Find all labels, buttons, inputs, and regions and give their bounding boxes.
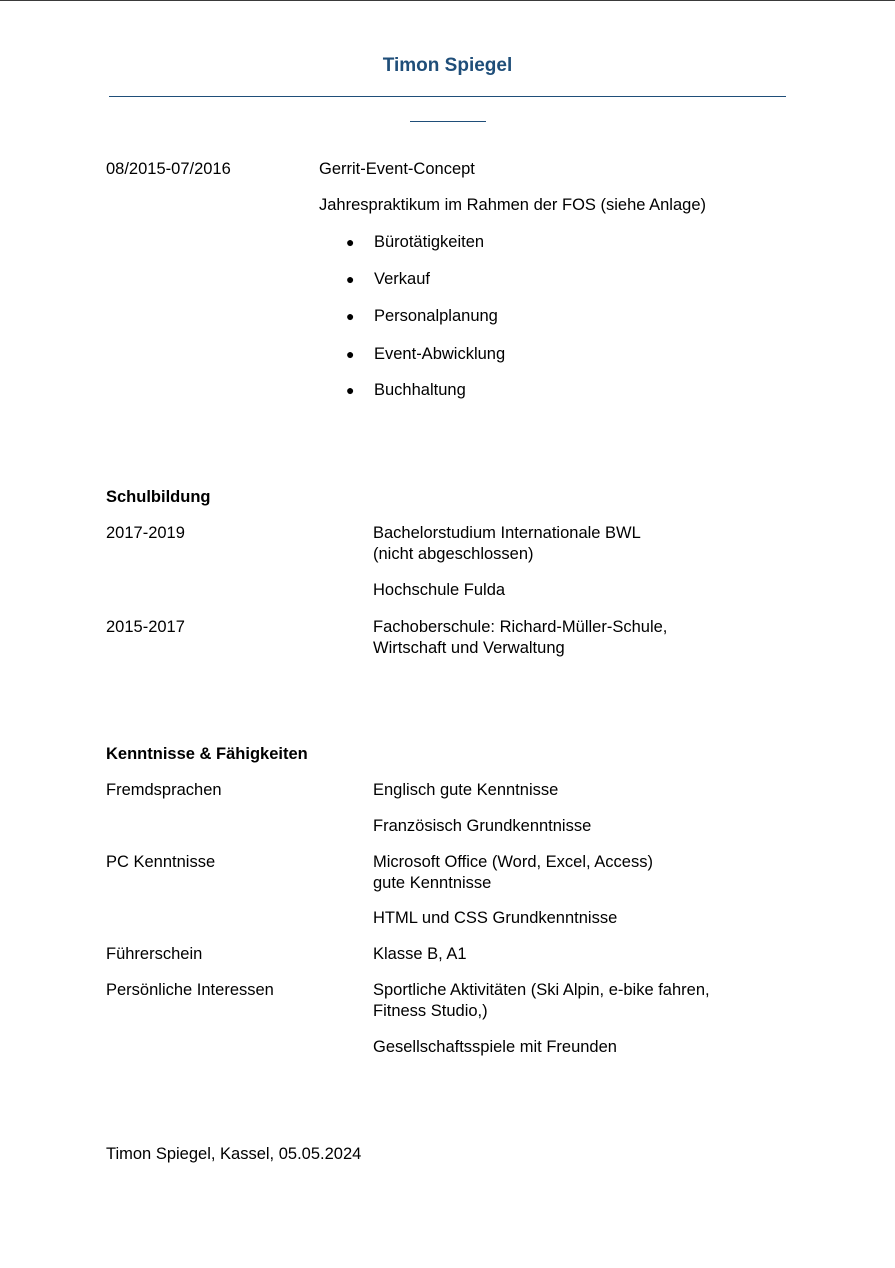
experience-date: 08/2015-07/2016	[106, 160, 231, 178]
bullet-icon: ●	[346, 382, 355, 398]
education-line: Bachelorstudium Internationale BWL	[373, 524, 641, 542]
education-line: Fachoberschule: Richard-Müller-Schule,	[373, 618, 668, 636]
page-top-border	[0, 0, 895, 1]
education-heading: Schulbildung	[106, 488, 211, 506]
skills-value: Fitness Studio,)	[373, 1002, 488, 1020]
skills-label: Fremdsprachen	[106, 781, 222, 799]
skills-label: Persönliche Interessen	[106, 981, 274, 999]
list-item-label: Personalplanung	[374, 307, 498, 325]
education-date: 2015-2017	[106, 618, 185, 636]
experience-company: Gerrit-Event-Concept	[319, 160, 475, 178]
bullet-icon: ●	[346, 308, 355, 324]
bullet-icon: ●	[346, 346, 355, 362]
skills-heading: Kenntnisse & Fähigkeiten	[106, 745, 308, 763]
skills-value: Gesellschaftsspiele mit Freunden	[373, 1038, 617, 1056]
skills-label: Führerschein	[106, 945, 203, 963]
skills-value: gute Kenntnisse	[373, 874, 492, 892]
skills-value: Sportliche Aktivitäten (Ski Alpin, e-bike fahren,	[373, 981, 710, 999]
skills-label: PC Kenntnisse	[106, 853, 216, 871]
list-item	[346, 232, 484, 253]
page-title: Timon Spiegel	[382, 55, 513, 76]
list-item	[346, 344, 505, 365]
skills-value: Klasse B, A1	[373, 945, 467, 963]
education-line: Hochschule Fulda	[373, 581, 506, 599]
education-line: (nicht abgeschlossen)	[373, 545, 534, 563]
list-item-label: Buchhaltung	[374, 381, 466, 399]
header-rule	[109, 96, 786, 97]
list-item	[346, 269, 430, 290]
list-item-label: Event-Abwicklung	[374, 345, 506, 363]
skills-value: Französisch Grundkenntnisse	[373, 817, 592, 835]
signature-line: Timon Spiegel, Kassel, 05.05.2024	[106, 1145, 362, 1163]
list-item-label: Bürotätigkeiten	[374, 233, 485, 251]
education-line: Wirtschaft und Verwaltung	[373, 639, 565, 657]
experience-description: Jahrespraktikum im Rahmen der FOS (siehe Anlage)	[319, 196, 706, 214]
list-item	[346, 380, 466, 401]
skills-value: HTML und CSS Grundkenntnisse	[373, 909, 618, 927]
list-item	[346, 306, 498, 327]
skills-value: Microsoft Office (Word, Excel, Access)	[373, 853, 653, 871]
bullet-icon: ●	[346, 234, 355, 250]
education-date: 2017-2019	[106, 524, 185, 542]
header-rule-continuation	[410, 121, 486, 122]
list-item-label: Verkauf	[374, 270, 430, 288]
bullet-icon: ●	[346, 271, 355, 287]
skills-value: Englisch gute Kenntnisse	[373, 781, 559, 799]
